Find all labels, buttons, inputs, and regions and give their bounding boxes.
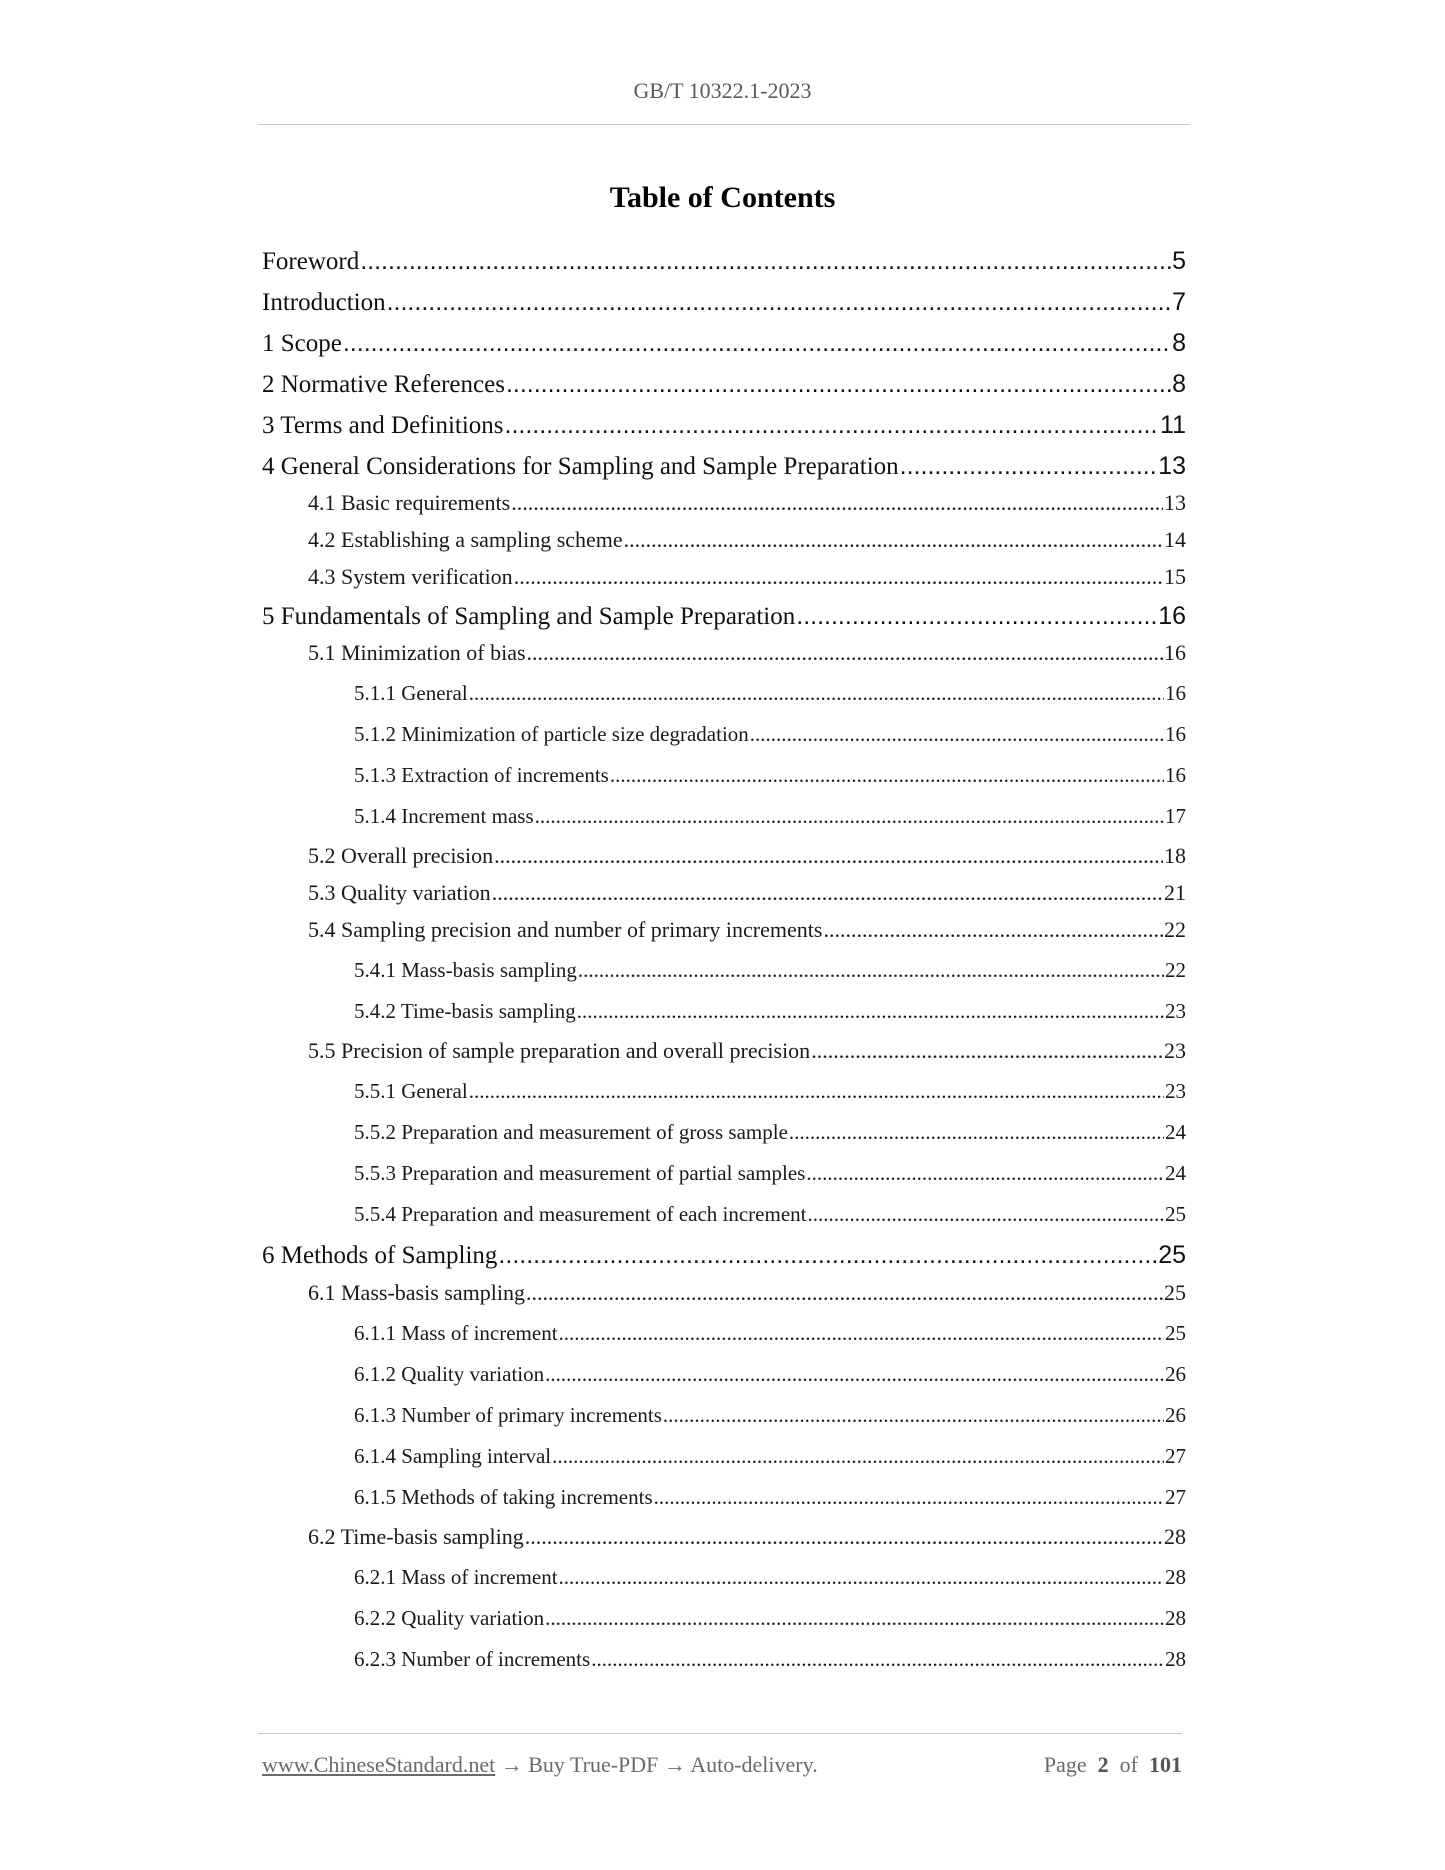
toc-entry-label: 6.2 Time-basis sampling <box>308 1524 524 1549</box>
toc-entry-label: 5.1.3 Extraction of increments <box>354 763 609 787</box>
toc-entry[interactable] <box>308 527 1186 553</box>
dot-leader <box>527 640 1163 666</box>
toc-entry-page: 16 <box>1158 602 1186 630</box>
toc-entry-label: 4 General Considerations for Sampling and Sample Preparation <box>262 453 899 480</box>
toc-entry[interactable] <box>262 288 1186 317</box>
toc-entry-label: 5.5 Precision of sample preparation and overall precision <box>308 1038 811 1063</box>
dot-leader <box>663 1403 1164 1428</box>
toc-entry-page: 24 <box>1165 1120 1186 1144</box>
toc-entry-label: 2 Normative References <box>262 371 505 398</box>
toc-entry-label: 4.3 System verification <box>308 564 513 589</box>
toc-entry-page: 18 <box>1164 843 1186 868</box>
toc-entry-page: 28 <box>1165 1606 1186 1630</box>
toc-entry-page: 5 <box>1172 247 1186 275</box>
toc-entry[interactable] <box>354 1403 1186 1428</box>
toc-entry[interactable] <box>354 1321 1186 1346</box>
toc-entry[interactable] <box>308 917 1186 943</box>
toc-entry[interactable] <box>308 564 1186 590</box>
toc-entry[interactable] <box>354 1362 1186 1387</box>
toc-entry[interactable] <box>308 1524 1186 1550</box>
footer-promo <box>262 1752 818 1778</box>
toc-entry[interactable] <box>354 958 1186 983</box>
dot-leader <box>807 1202 1164 1227</box>
dot-leader <box>526 1280 1163 1306</box>
toc-entry-page: 28 <box>1165 1647 1186 1671</box>
toc-entry[interactable] <box>354 1202 1186 1227</box>
toc-entry-label: 5.5.3 Preparation and measurement of partial samples <box>354 1161 806 1185</box>
toc-entry-page: 13 <box>1158 452 1186 480</box>
toc-entry-page: 26 <box>1165 1403 1186 1427</box>
toc-entry-page: 27 <box>1165 1444 1186 1468</box>
toc-entry[interactable] <box>354 1565 1186 1590</box>
arrow-icon: → <box>500 1752 523 1777</box>
toc-entry[interactable] <box>354 1485 1186 1510</box>
toc-entry-label: 5.4 Sampling precision and number of primary increments <box>308 917 823 942</box>
dot-leader <box>823 917 1163 943</box>
toc-entry-label: 3 Terms and Definitions <box>262 412 504 439</box>
toc-entry-page: 23 <box>1165 999 1186 1023</box>
dot-leader <box>387 288 1172 317</box>
dot-leader <box>796 602 1157 631</box>
toc-entry-page: 24 <box>1165 1161 1186 1185</box>
toc-entry-page: 16 <box>1165 722 1186 746</box>
toc-entry[interactable] <box>308 490 1186 516</box>
toc-entry-page: 26 <box>1165 1362 1186 1386</box>
toc-entry-label: 5.1.4 Increment mass <box>354 804 534 828</box>
toc-entry-page: 25 <box>1164 1280 1186 1305</box>
toc-entry-label: 5.5.1 General <box>354 1079 468 1103</box>
arrow-icon: → <box>663 1752 686 1777</box>
toc-entry-label: 6 Methods of Sampling <box>262 1242 498 1269</box>
toc-entry-page: 25 <box>1165 1202 1186 1226</box>
toc-entry-page: 28 <box>1164 1524 1186 1549</box>
dot-leader <box>469 681 1164 706</box>
dot-leader <box>505 411 1160 440</box>
toc-entry[interactable] <box>308 1280 1186 1306</box>
toc-entry[interactable] <box>354 1444 1186 1469</box>
toc-entry-label: 5.2 Overall precision <box>308 843 494 868</box>
toc-entry[interactable] <box>308 843 1186 869</box>
dot-leader <box>535 804 1164 829</box>
toc-entry[interactable] <box>262 602 1186 631</box>
page-number <box>1044 1752 1182 1778</box>
toc-entry-label: 5.1.2 Minimization of particle size degradation <box>354 722 749 746</box>
dot-leader <box>492 880 1163 906</box>
toc-entry-label: Foreword <box>262 248 360 275</box>
dot-leader <box>591 1647 1164 1672</box>
toc-entry[interactable] <box>262 370 1186 399</box>
toc-entry[interactable] <box>354 722 1186 747</box>
dot-leader <box>900 452 1158 481</box>
page-word: Page <box>1043 1752 1087 1777</box>
toc-entry-label: 1 Scope <box>262 330 342 357</box>
toc-entry[interactable] <box>354 804 1186 829</box>
toc-entry-page: 23 <box>1165 1079 1186 1103</box>
toc-entry-label: 5.5.2 Preparation and measurement of gross sample <box>354 1120 788 1144</box>
toc-entry-label: 5.4.1 Mass-basis sampling <box>354 958 577 982</box>
toc-entry[interactable] <box>262 329 1186 358</box>
site-link[interactable]: www.ChineseStandard.net <box>262 1752 496 1777</box>
toc-entry-page: 25 <box>1158 1241 1186 1269</box>
dot-leader <box>552 1444 1164 1469</box>
dot-leader <box>343 329 1171 358</box>
dot-leader <box>654 1485 1164 1510</box>
dot-leader <box>806 1161 1164 1186</box>
toc-entry-page: 13 <box>1164 490 1186 515</box>
toc-entry-page: 8 <box>1172 370 1186 398</box>
toc-entry-label: 6.1 Mass-basis sampling <box>308 1280 525 1305</box>
toc-entry-page: 16 <box>1165 763 1186 787</box>
page-of: of <box>1119 1752 1138 1777</box>
auto-delivery-text: Auto-delivery. <box>690 1752 818 1777</box>
page-current: 2 <box>1097 1752 1109 1777</box>
toc-entry-label: Introduction <box>262 289 386 316</box>
toc-entry-label: 5.5.4 Preparation and measurement of each increment <box>354 1202 807 1226</box>
toc-entry[interactable] <box>262 247 1186 276</box>
dot-leader <box>494 843 1163 869</box>
toc-entry-label: 6.1.1 Mass of increment <box>354 1321 558 1345</box>
toc-entry[interactable] <box>262 411 1186 440</box>
dot-leader <box>525 1524 1163 1550</box>
toc-entry[interactable] <box>262 1241 1186 1270</box>
toc-entry-label: 6.2.2 Quality variation <box>354 1606 545 1630</box>
toc-entry-page: 22 <box>1164 917 1186 942</box>
toc-entry-page: 23 <box>1164 1038 1186 1063</box>
page-total: 101 <box>1149 1752 1182 1777</box>
dot-leader <box>750 722 1164 747</box>
toc-entry-page: 17 <box>1165 804 1186 828</box>
toc-entry-label: 4.2 Establishing a sampling scheme <box>308 527 623 552</box>
toc-entry[interactable] <box>354 1120 1186 1145</box>
dot-leader <box>498 1241 1157 1270</box>
toc-entry[interactable] <box>354 1079 1186 1104</box>
toc-entry[interactable] <box>354 1606 1186 1631</box>
toc-entry-label: 5 Fundamentals of Sampling and Sample Preparation <box>262 603 796 630</box>
toc-entry[interactable] <box>354 1647 1186 1672</box>
toc-entry[interactable] <box>308 880 1186 906</box>
toc-entry-label: 5.4.2 Time-basis sampling <box>354 999 576 1023</box>
toc-entry[interactable] <box>308 1038 1186 1064</box>
toc-entry-label: 5.3 Quality variation <box>308 880 491 905</box>
toc-entry-page: 22 <box>1165 958 1186 982</box>
footer-divider <box>258 1733 1182 1734</box>
dot-leader <box>506 370 1171 399</box>
toc-entry[interactable] <box>354 1161 1186 1186</box>
toc-entry[interactable] <box>354 999 1186 1024</box>
toc-entry-page: 21 <box>1164 880 1186 905</box>
dot-leader <box>610 763 1164 788</box>
header-divider <box>258 124 1190 125</box>
toc-title: Table of Contents <box>609 181 836 214</box>
toc-entry[interactable] <box>354 681 1186 706</box>
toc-entry-label: 6.1.5 Methods of taking increments <box>354 1485 653 1509</box>
dot-leader <box>469 1079 1164 1104</box>
toc-entry-page: 16 <box>1164 640 1186 665</box>
toc-entry-label: 6.2.1 Mass of increment <box>354 1565 558 1589</box>
dot-leader <box>514 564 1163 590</box>
dot-leader <box>578 958 1164 983</box>
toc-entry-label: 5.1.1 General <box>354 681 468 705</box>
toc-entry-page: 8 <box>1172 329 1186 357</box>
document-code: GB/T 10322.1-2023 <box>633 78 812 103</box>
dot-leader <box>559 1565 1164 1590</box>
toc-entry-label: 6.1.3 Number of primary increments <box>354 1403 662 1427</box>
dot-leader <box>811 1038 1163 1064</box>
toc-entry[interactable] <box>262 452 1186 481</box>
dot-leader <box>789 1120 1164 1145</box>
toc-entry-label: 5.1 Minimization of bias <box>308 640 526 665</box>
buy-true-pdf-text: Buy True-PDF <box>528 1752 659 1777</box>
toc-entry-label: 6.2.3 Number of increments <box>354 1647 591 1671</box>
toc-entry[interactable] <box>354 763 1186 788</box>
dot-leader <box>360 247 1171 276</box>
dot-leader <box>545 1362 1164 1387</box>
toc-entry-page: 16 <box>1165 681 1186 705</box>
toc-entry-page: 7 <box>1172 288 1186 316</box>
toc-entry-page: 25 <box>1165 1321 1186 1345</box>
dot-leader <box>559 1321 1164 1346</box>
toc-entry-page: 15 <box>1164 564 1186 589</box>
toc-entry-page: 28 <box>1165 1565 1186 1589</box>
toc-entry-label: 4.1 Basic requirements <box>308 490 511 515</box>
dot-leader <box>511 490 1163 516</box>
toc-entry-label: 6.1.2 Quality variation <box>354 1362 545 1386</box>
dot-leader <box>545 1606 1164 1631</box>
toc-entry-page: 14 <box>1164 527 1186 552</box>
toc-entry-page: 27 <box>1165 1485 1186 1509</box>
dot-leader <box>577 999 1164 1024</box>
dot-leader <box>624 527 1163 553</box>
toc-entry[interactable] <box>308 640 1186 666</box>
toc-entry-label: 6.1.4 Sampling interval <box>354 1444 552 1468</box>
toc-entry-page: 11 <box>1160 411 1186 439</box>
